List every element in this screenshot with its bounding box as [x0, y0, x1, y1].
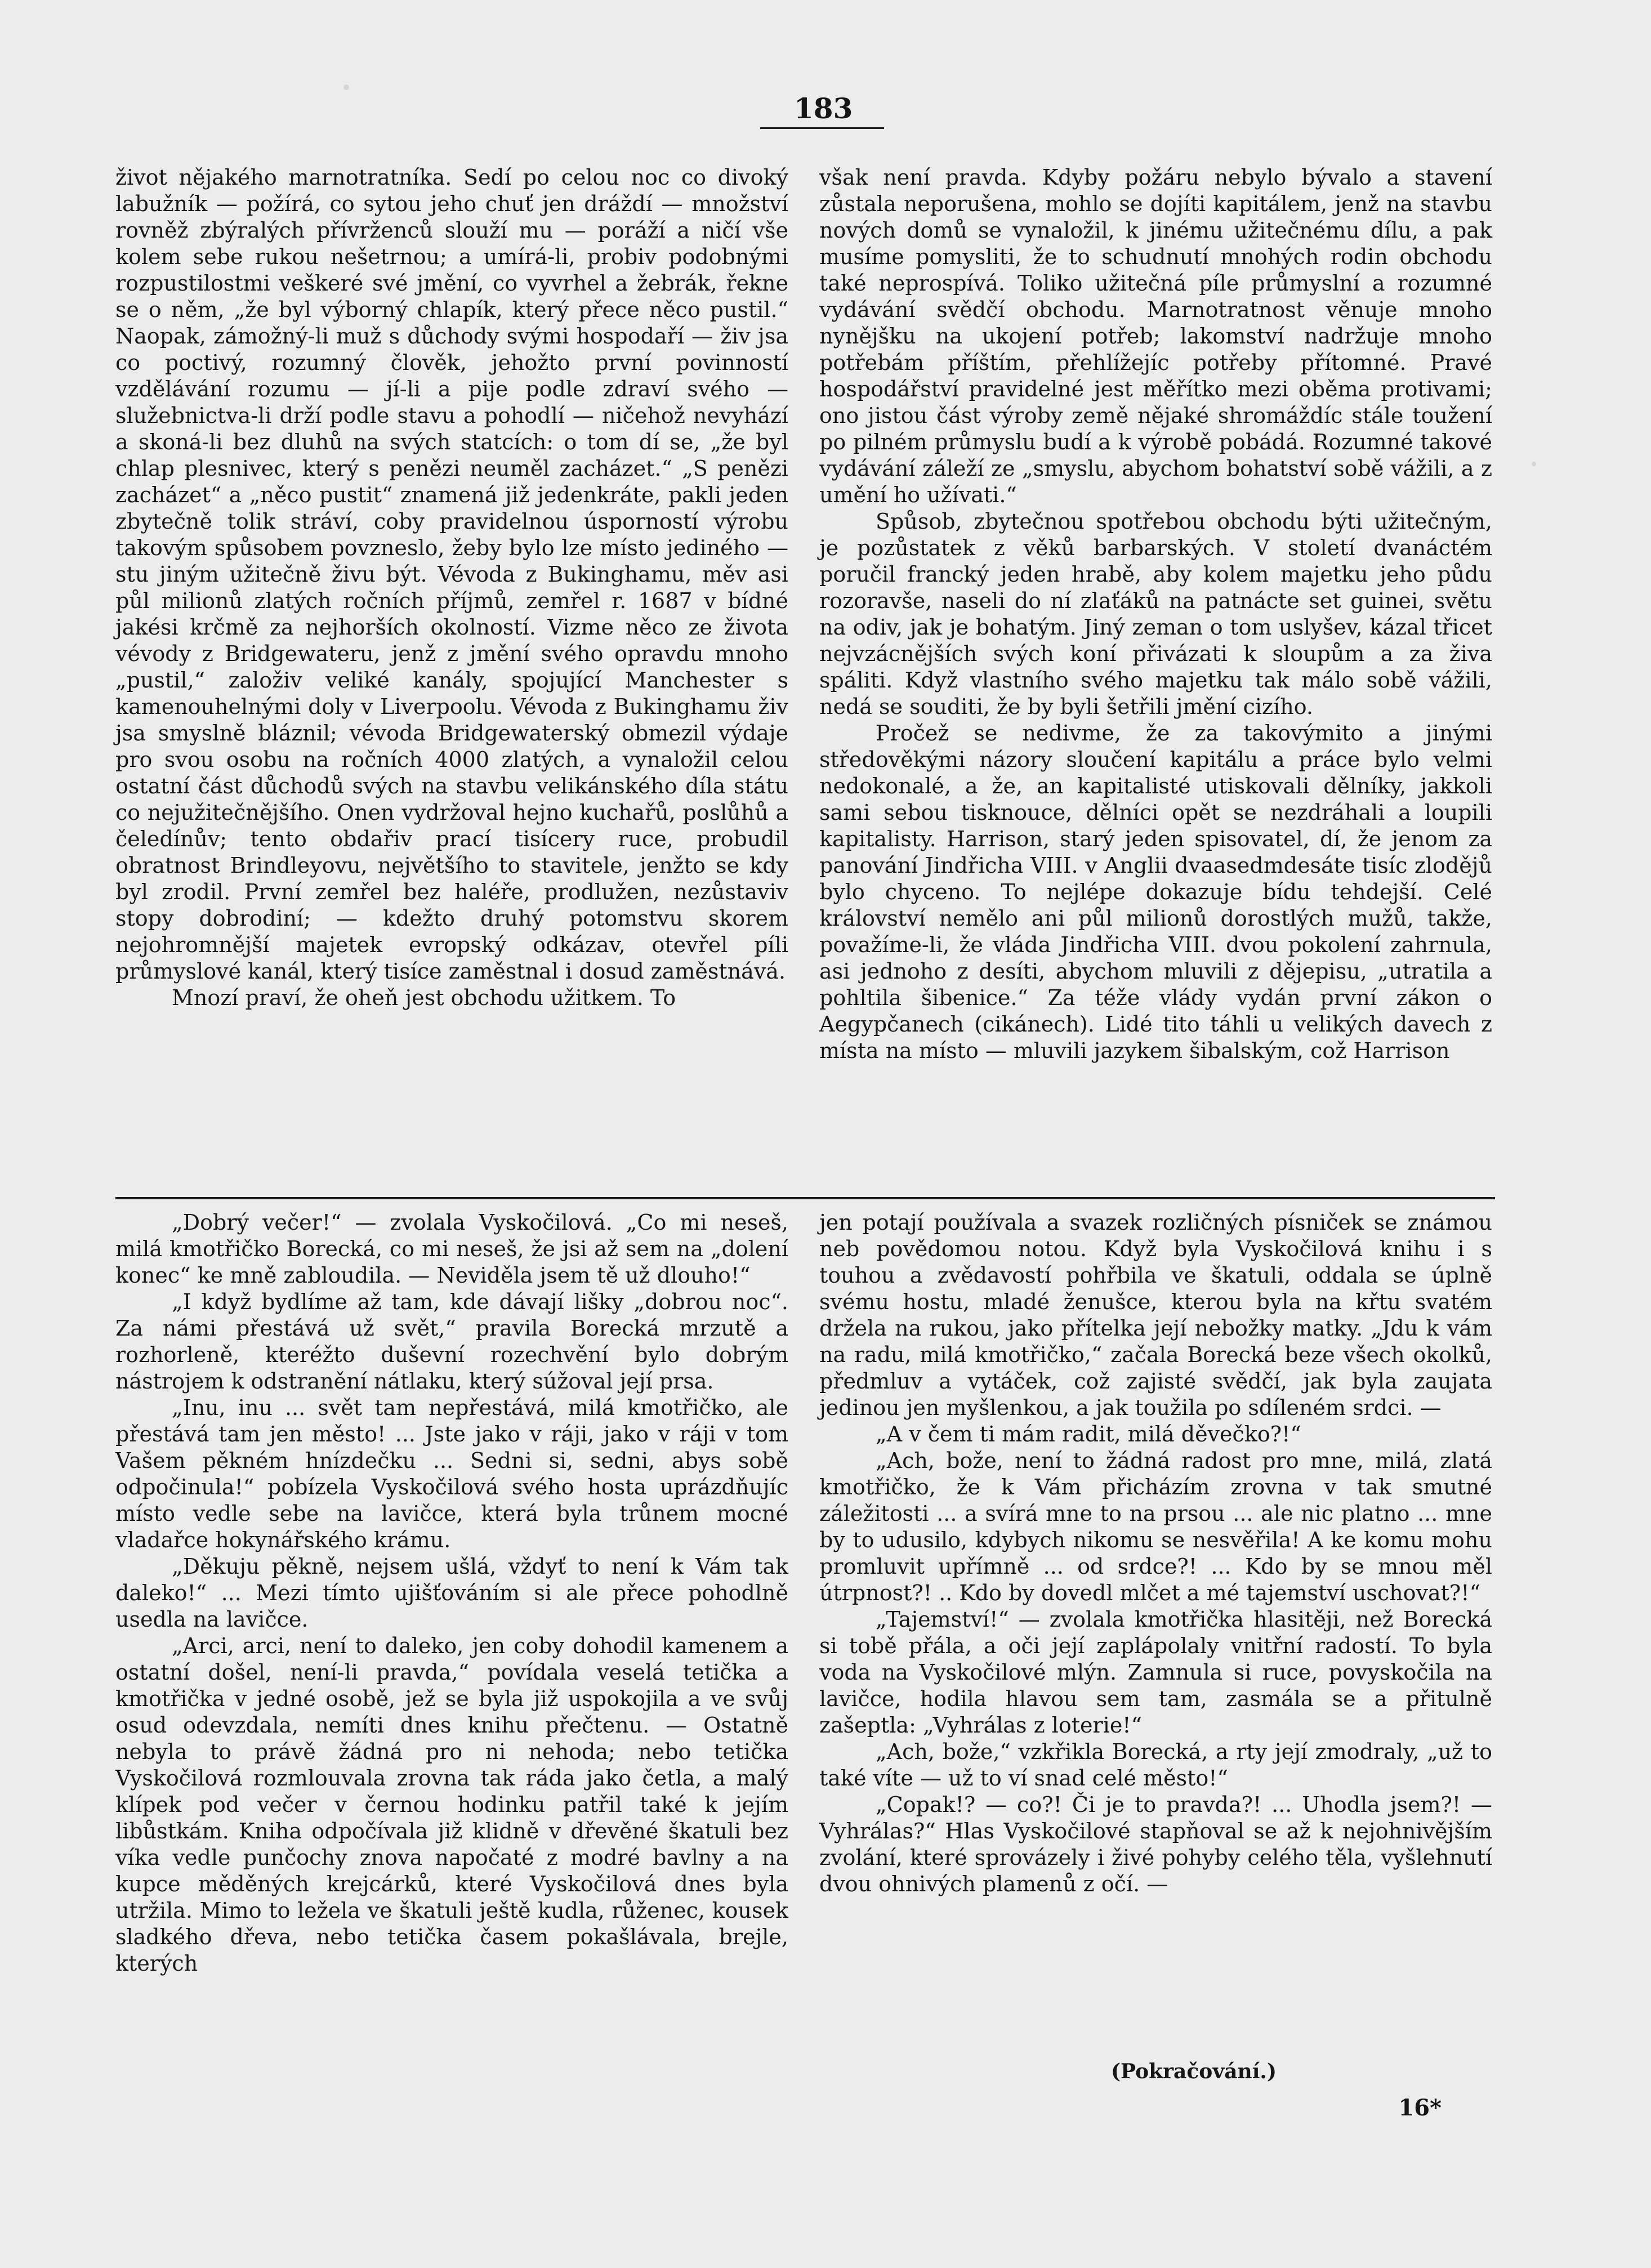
page-number: 183: [794, 92, 853, 125]
story-paragraph: „I když bydlíme až tam, kde dávají lišky „dobrou noc“. Za námi přestává už svět,“ pravila Borecká mrzutě a rozhorleně, kteréžto duševní rozechvění bylo dobrým nástrojem k odstranění nátlaku, který súžoval její prsa.: [115, 1289, 788, 1394]
story-paragraph: „Ach, bože,“ vzkřikla Borecká, a rty její zmodraly, „už to také víte — už to ví snad celé město!“: [819, 1739, 1492, 1791]
article-paragraph: Spůsob, zbytečnou spotřebou obchodu býti užitečným, je pozůstatek z věků barbarských. V století dvanáctém poručil francký jeden hrabě, aby kolem majetku jeho půdu rozoravše, naseli do ní zlaťáků na patnácte set guinei, světu na odiv, jak je bohatým. Jiný zeman o tom uslyšev, kázal třicet nejvzácnějších svých koní přivázati k sloupům a za živa spáliti. Když vlastního svého majetku tak málo sobě vážili, nedá se souditi, že by byli šetřili jmění cizího.: [819, 509, 1492, 719]
story-paragraph: „Ach, bože, není to žádná radost pro mne, milá, zlatá kmotřičko, že k Vám přicházím zrovna v tak smutné záležitosti ... a svírá mne to na prsou ... ale nic platno ... mne by to udusilo, kdybych nikomu se nesvěřila! A ke komu mohu promluvit upřímně ... od srdce?! ... Kdo by se mnou měl útrpnost?! .. Kdo by dovedl mlčet a mé tajemství uschovat?!“: [819, 1448, 1492, 1605]
story-right-column: [819, 1209, 1492, 2054]
article-left-column: [115, 164, 788, 1184]
story-paragraph: „Tajemství!“ — zvolala kmotřička hlasitěji, než Borecká si tobě přála, a oči její zaplápolaly vnitřní radostí. To byla voda na Vyskočilové mlýn. Zamnula si ruce, povyskočila na lavičce, hodila hlavou sem tam, zasmála se a přitulně zašeptla: „Vyhrálas z loterie!“: [819, 1607, 1492, 1738]
story-paragraph: „A v čem ti mám radit, milá děvečko?!“: [876, 1422, 1301, 1446]
print-speck: [1532, 462, 1536, 466]
article-paragraph: Pročež se nedivme, že za takovýmito a jinými středověkými názory sloučení kapitálu a práce bylo velmi nedokonalé, a že, an kapitalisté utiskovali dělníky, jakkoli sami sebou tisknouce, dělníci opět se nezdráhali a loupili kapitalisty. Harrison, starý jeden spisovatel, dí, že jenom za panování Jindřicha VIII. v Anglii dvaasedmdesáte tisíc zlodějů bylo chyceno. To nejlépe dokazuje bídu tehdejší. Celé království nemělo ani půl milionů dorostlých mužů, takže, považíme-li, že vláda Jindřicha VIII. dvou pokolení zahrnula, asi jednoho z desíti, abychom mluvili z dějepisu, „utratila a pohltila šibenice.“ Za téže vlády vydán první zákon o Aegypčanech (cikánech). Lidé tito táhli u velikých davech z místa na místo — mluvili jazykem šibalským, což Harrison: [819, 721, 1492, 1063]
story-paragraph: „Děkuju pěkně, nejsem ušlá, vždyť to není k Vám tak daleko!“ ... Mezi tímto ujišťováním si ale přece pohodlně usedla na lavičce.: [115, 1554, 788, 1632]
section-divider: [115, 1197, 1495, 1199]
article-right-column: [819, 164, 1492, 1184]
article-paragraph: však není pravda. Kdyby požáru nebylo bývalo a stavení zůstala neporušena, mohlo se dojíti kapitálem, jenž na stavbu nových domů se vynaložil, k jinému užitečnému dílu, a pak musíme pomysliti, že to schudnutí mnohých rodin obchodu také neprospívá. Toliko užitečná píle průmyslní a rozumné vydávání svědčí obchodu. Marnotratnost věnuje mnoho nynějšku na ukojení potřeb; lakomství nadržuje mnoho potřebám příštím, přehlížejíc potřeby přítomné. Pravé hospodářství pravidelné jest měřítko mezi oběma protivami; ono jistou část výroby země nějaké shromáždíc stále toužení po pilném průmyslu budí a k výrobě pobádá. Rozumné takové vydávání záleží ze „smyslu, abychom bohatství sobě vážili, a z umění ho užívati.“: [819, 165, 1492, 507]
story-paragraph: jen potají používala a svazek rozličných písniček se známou neb povědomou notou. Když byla Vyskočilová knihu i s touhou a zvědavostí pohřbila ve škatuli, oddala se úplně svému hostu, mladé ženušce, kterou byla na křtu svatém držela na rukou, jako přítelka její nebožky matky. „Jdu k vám na radu, milá kmotřičko,“ začala Borecká beze všech okolků, předmluv a vytáček, což zajisté svědčí, jak byla zaujata jedinou jen myšlenkou, a jak toužila po sdíleném srdci. —: [819, 1210, 1492, 1420]
article-paragraph: život nějakého marnotratníka. Sedí po celou noc co divoký labužník — požírá, co sytou jeho chuť jen dráždí — množství rovněž zbýralých přívrženců slouží mu — poráží a ničí vše kolem sebe rukou nešetrnou; a umírá-li, probiv podobnými rozpustilostmi veškeré své jmění, co vyvrhel a žebrák, řekne se o něm, „že byl výborný chlapík, který přece něco pustil.“ Naopak, zámožný-li muž s důchody svými hospodaří — živ jsa co poctivý, rozumný člověk, jehožto první povinností vzdělávání rozumu — jí-li a pije podle zdraví svého — služebnictva-li drží podle stavu a pohodlí — ničehož nevyhází a skoná-li bez dluhů na svých statcích: o tom dí se, „že byl chlap plesnivec, který s penězi neuměl zacházet.“ „S penězi zacházet“ a „něco pustit“ znamená již jedenkráte, pakli jeden zbytečně tolik stráví, coby pravidelnou úsporností výrobu takovým spůsobem povzneslo, žeby bylo lze místo jediného — stu jiným užitečně živu být. Vévoda z Bukinghamu, měv asi půl milionů zlatých ročních příjmů, zemřel r. 1687 v bídné jakési krčmě za nejhorších okolností. Vizme něco ze života vévody z Bridgewateru, jenž z jmění svého opravdu mnoho „pustil,“ založiv veliké kanály, spojující Manchester s kamenouhelnými doly v Liverpoolu. Vévoda z Bukinghamu živ jsa smyslně bláznil; vévoda Bridgewaterský obmezil výdaje pro svou osobu na ročních 4000 zlatých, a vynaložil celou ostatní část důchodů svých na stavbu velikánského díla státu co nejužitečnějšího. Onen vydržoval hejno kuchařů, poslůhů a čeledínův; tento obdařiv prací tisícery ruce, probudil obratnost Brindleyovu, největšího to stavitele, jenžto se kdy byl zrodil. První zemřel bez haléře, prodlužen, nezůstaviv stopy dobrodiní; — kdežto druhý potomstvu skorem nejohromnější majetek evropský odkázav, otevřel píli průmyslové kanál, který tisíce zaměstnal i dosud zaměstnává.: [115, 165, 788, 984]
sheet-signature: 16*: [1398, 2095, 1442, 2121]
page-number-rule: [760, 127, 884, 129]
story-paragraph: „Arci, arci, není to daleko, jen coby dohodil kamenem a ostatní došel, není-li pravda,“ povídala veselá tetička a kmotřička v jedné osobě, jež se byla již uspokojila a ve svůj osud odevzdala, nemíti dnes knihu přečtenu. — Ostatně nebyla to právě žádná pro ni nehoda; nebo tetička Vyskočilová rozmlouvala zrovna tak ráda jako četla, a malý klípek pod večer v černou hodinku patřil také k jejím libůstkám. Kniha odpočívala již klidně v dřevěné škatuli bez víka vedle punčochy znova napočaté z modré bavlny a na kupce měděných krejcárků, které Vyskočilová dnes byla utržila. Mimo to ležela ve škatuli ještě kudla, růženec, kousek sladkého dřeva, nebo tetička časem pokašlávala, brejle, kterých: [115, 1633, 788, 1976]
story-left-column: [115, 1209, 788, 2178]
continued-note: (Pokračování.): [1111, 2060, 1277, 2083]
story-paragraph: „Inu, inu ... svět tam nepřestává, milá kmotřičko, ale přestává tam jen město! ... Jste jako v ráji, jako v ráji v tom Vašem pěkném hnízdečku ... Sedni si, sedni, abys sobě odpočinula!“ pobízela Vyskočilová svého hosta uprázdňujíc místo vedle sebe na lavičce, která byla trůnem mocné vladařce hokynářského krámu.: [115, 1395, 788, 1552]
story-paragraph: „Dobrý večer!“ — zvolala Vyskočilová. „Co mi neseš, milá kmotřičko Borecká, co mi neseš, že jsi až sem na „dolení konec“ ke mně zabloudila. — Neviděla jsem tě už dlouho!“: [115, 1210, 788, 1288]
story-paragraph: „Copak!? — co?! Či je to pravda?! ... Uhodla jsem?! — Vyhrálas?“ Hlas Vyskočilové stapňoval se až k nejohnivějším zvolání, které sprovázely i živé pohyby celého těla, vyšlehnutí dvou ohnivých plamenů z očí. —: [819, 1792, 1492, 1896]
print-speck: [343, 84, 349, 90]
article-paragraph: Mnozí praví, že oheň jest obchodu užitkem. To: [172, 985, 676, 1010]
